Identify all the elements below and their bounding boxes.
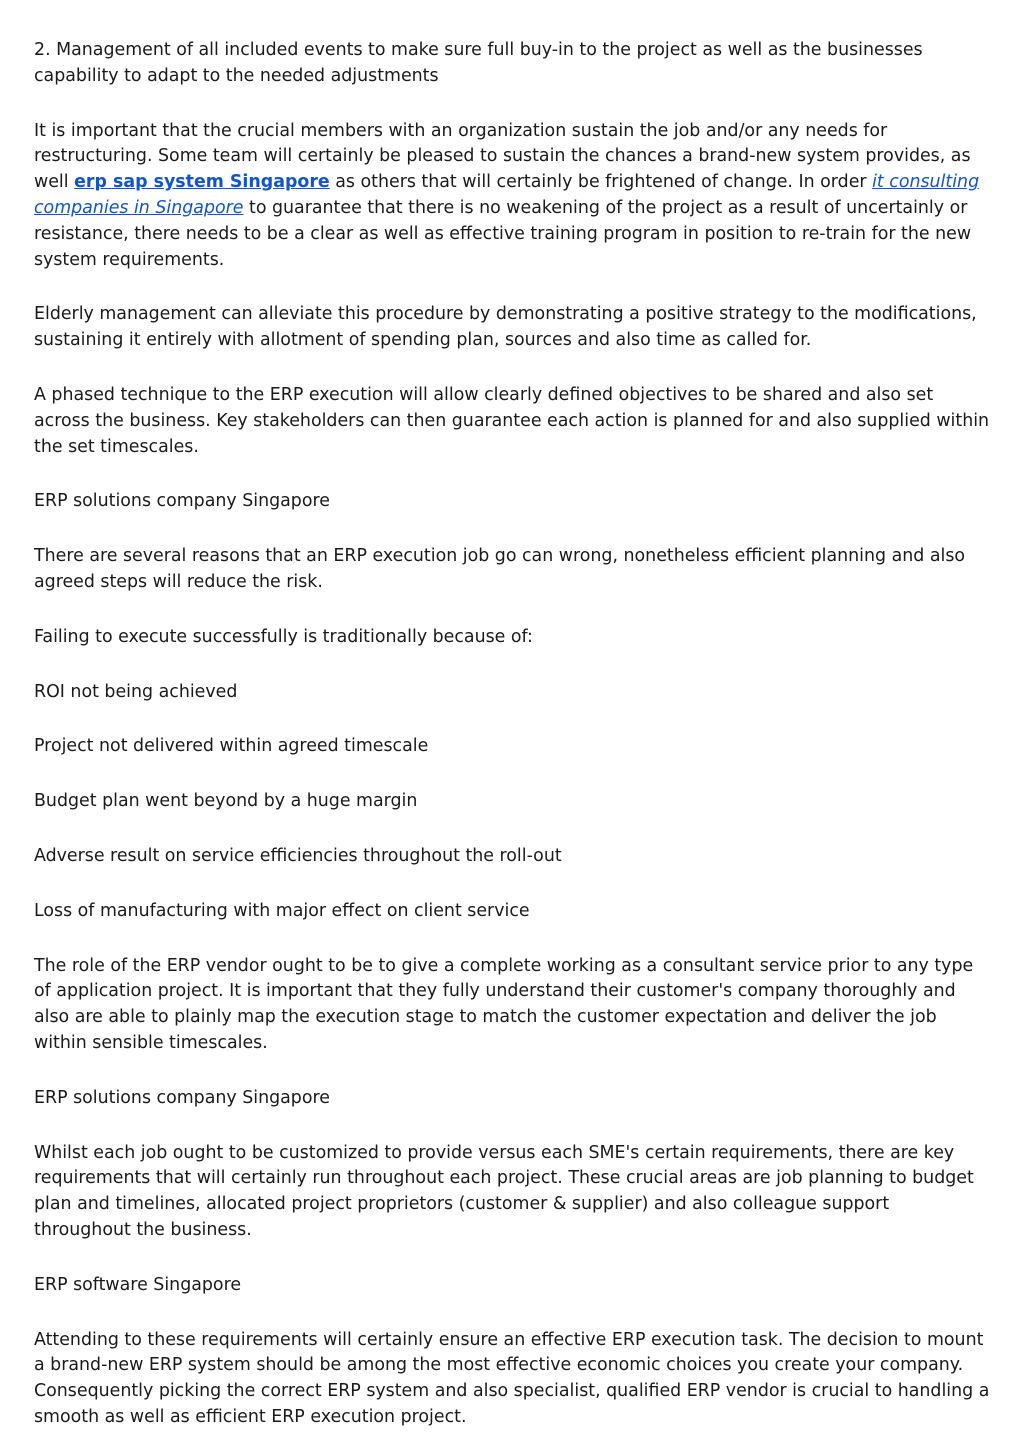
failure-item: Project not delivered within agreed timescale (34, 736, 429, 757)
failure-item: ROI not being achieved (34, 681, 238, 702)
failure-item: Adverse result on service efficiencies throughout the roll-out (34, 845, 562, 866)
paragraph-vendor-role: The role of the ERP vendor ought to be to give a complete working as a consultant service prior to any type of application project. It is important that they fully understand their customer's company thoroughly and also are able to plainly map the execution stage to match the customer expectation and deliver the job within sensible timescales. (34, 955, 974, 1053)
failure-item: Budget plan went beyond by a huge margin (34, 791, 418, 812)
paragraph-crucial-members (34, 119, 990, 274)
paragraph-text-c: to guarantee that there is no weakening of the project as a result of uncertainly or resistance, there needs to be a clear as well as effective training program in position to re-train for the new system requirements. (34, 197, 972, 270)
paragraph-text-b: as others that will certainly be frightened of change. In order (329, 172, 873, 193)
paragraph-heading-solutions-1: ERP solutions company Singapore (34, 491, 330, 512)
paragraph-several-reasons: There are several reasons that an ERP execution job go can wrong, nonetheless efficient planning and also agreed steps will reduce the risk. (34, 546, 966, 592)
paragraph-elderly-management: Elderly management can alleviate this procedure by demonstrating a positive strategy to the modifications, sustaining it entirely with allotment of spending plan, sources and also time as called for. (34, 304, 977, 351)
paragraph-heading-software: ERP software Singapore (34, 1274, 242, 1295)
paragraph-phased-technique: A phased technique to the ERP execution will allow clearly defined objectives to be shared and also set across the business. Key stakeholders can then guarantee each action is planned for and also supplied within the set timescales. (34, 384, 990, 457)
erp-sap-system-link[interactable]: erp sap system Singapore (74, 172, 330, 193)
it-consulting-link[interactable]: it consulting companies in Singapore (34, 172, 980, 218)
paragraph-failing-intro: Failing to execute successfully is traditionally because of: (34, 626, 533, 647)
paragraph-text-a: It is important that the crucial members with an organization sustain the job and/or any needs for restructuring. Some team will certainly be pleased to sustain the chances a brand-new system provides, as well (34, 120, 971, 193)
paragraph-attending-requirements: Attending to these requirements will certainly ensure an effective ERP execution task. The decision to mount a brand-new ERP system should be among the most effective economic choices you create your company. Consequently picking the correct ERP system and also specialist, qualified ERP vendor is crucial to handling a smooth as well as efficient ERP execution project. (34, 1329, 990, 1427)
failure-item: Loss of manufacturing with major effect on client service (34, 900, 530, 921)
paragraph-customized-job: Whilst each job ought to be customized to provide versus each SME's certain requirements, there are key requirements that will certainly run throughout each project. These crucial areas are job planning to budget plan and timelines, allocated project proprietors (customer & supplier) and also colleague support throughout the business. (34, 1142, 974, 1240)
paragraph-management-events: 2. Management of all included events to make sure full buy-in to the project as well as the businesses capability to adapt to the needed adjustments (34, 40, 923, 86)
paragraph-heading-solutions-2: ERP solutions company Singapore (34, 1087, 330, 1108)
